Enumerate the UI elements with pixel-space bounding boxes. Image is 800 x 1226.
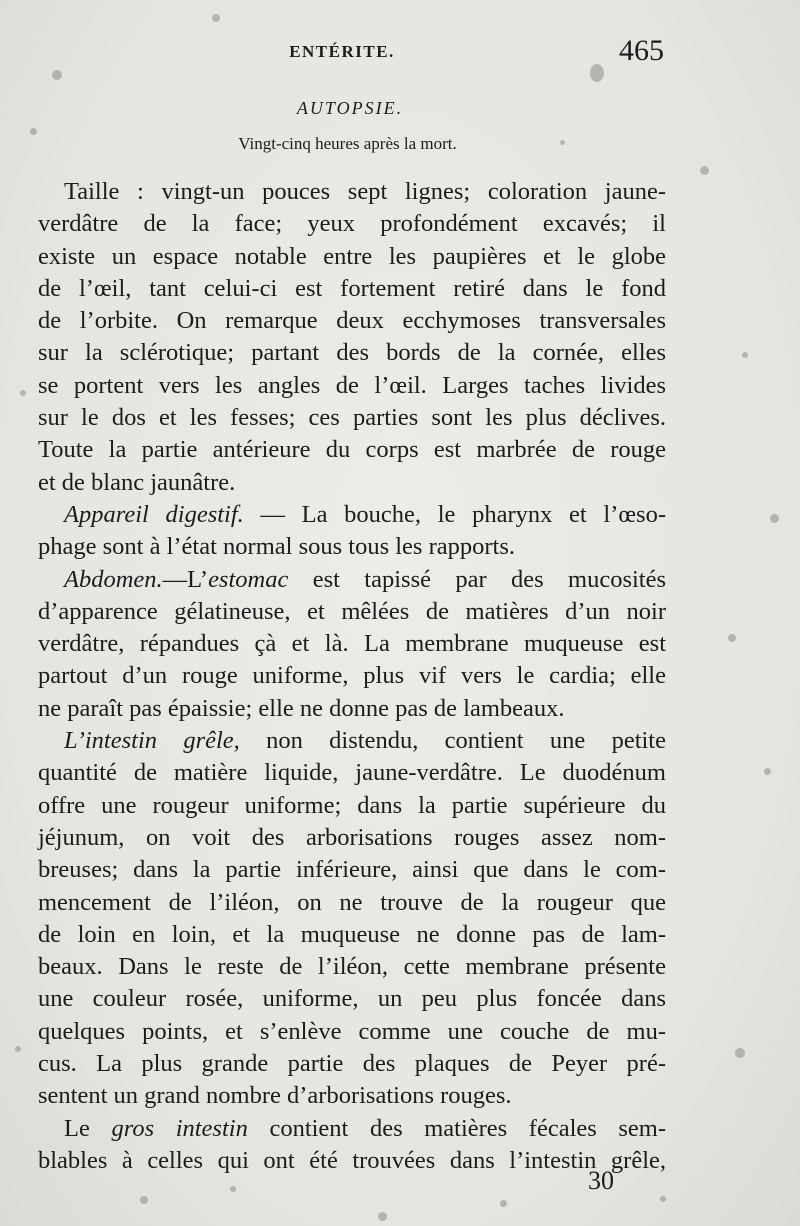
term-gros-intestin: gros intestin (111, 1114, 248, 1142)
text-run: — La bouche, le pharynx et l’œso- (243, 500, 666, 528)
text-line: une couleur rosée, uniforme, un peu plus foncée dans (38, 985, 666, 1013)
page-number: 465 (619, 34, 664, 67)
paragraph-taille (38, 176, 666, 499)
text-line: mencement de l’iléon, on ne trouve de la rougeur que (38, 888, 666, 916)
running-head-title: ENTÉRITE. (289, 42, 395, 61)
text-run: contient des matières fécales sem- (247, 1114, 667, 1142)
text-line: Toute la partie antérieure du corps est marbrée de rouge (38, 436, 666, 464)
text-line: et de blanc jaunâtre. (38, 468, 236, 496)
text-line: existe un espace notable entre les paupières et le globe (38, 242, 666, 270)
paragraph-abdomen (38, 564, 666, 725)
paragraph-gros-intestin (38, 1113, 666, 1178)
text-line (38, 1113, 666, 1145)
text-line: Taille : vingt-un pouces sept lignes; coloration jaune- (64, 178, 666, 205)
text-line: partout d’un rouge uniforme, plus vif vers le cardia; elle (38, 662, 666, 690)
text-line: de l’œil, tant celui-ci est fortement retiré dans le fond (38, 274, 666, 302)
text-line: de l’orbite. On remarque deux ecchymoses transversales (38, 307, 666, 335)
text-line: sur la sclérotique; partant des bords de la cornée, elles (38, 339, 666, 367)
text-line: sentent un grand nombre d’arborisations rouges. (38, 1082, 512, 1110)
text-line: verdâtre de la face; yeux profondément excavés; il (38, 210, 666, 238)
text-line: cus. La plus grande partie des plaques de Peyer pré- (38, 1050, 666, 1078)
term-estomac: estomac (208, 565, 289, 593)
section-title: AUTOPSIE. (296, 98, 404, 118)
paragraph-appareil-digestif (38, 499, 666, 564)
text-line: quelques points, et s’enlève comme une couche de mu- (38, 1017, 666, 1045)
text-line: ne paraît pas épaissie; elle ne donne pas de lambeaux. (38, 694, 565, 722)
text-line: breuses; dans la partie inférieure, ainsi que dans le com- (38, 856, 666, 884)
text-line: beaux. Dans le reste de l’iléon, cette membrane présente (38, 953, 666, 981)
heading-abdomen: Abdomen. (64, 565, 163, 593)
text-line (38, 499, 666, 531)
text-line: verdâtre, répandues çà et là. La membrane muqueuse est (38, 630, 666, 658)
term-intestin-grele: L’intestin grêle, (64, 727, 240, 755)
heading-appareil-digestif: Appareil digestif. (64, 500, 244, 528)
text-line: d’apparence gélatineuse, et mêlées de matières d’un noir (38, 597, 666, 625)
text-line: jéjunum, on voit des arborisations rouges assez nom- (38, 823, 666, 851)
paragraph-intestin-grele (38, 725, 666, 1113)
running-head (0, 34, 800, 70)
text-line (38, 725, 666, 757)
body-text (38, 176, 666, 1177)
text-line: blables à celles qui ont été trouvées dans l’intestin grêle, (38, 1146, 666, 1174)
text-run: Le (64, 1114, 112, 1142)
text-run: est tapissé par des mucosités (288, 565, 666, 593)
text-run: —L’ (162, 565, 209, 593)
text-run: non distendu, contient une petite (239, 727, 666, 755)
text-line (38, 564, 666, 596)
text-line: quantité de matière liquide, jaune-verdâtre. Le duodénum (38, 759, 666, 787)
text-line: de loin en loin, et la muqueuse ne donne pas de lam- (38, 920, 666, 948)
section-subtitle: Vingt-cinq heures après la mort. (238, 134, 457, 153)
text-line: offre une rougeur uniforme; dans la partie supérieure du (38, 791, 666, 819)
text-line: phage sont à l’état normal sous tous les rapports. (38, 533, 515, 561)
text-line: sur le dos et les fesses; ces parties sont les plus déclives. (38, 404, 666, 432)
text-line: se portent vers les angles de l’œil. Larges taches livides (38, 371, 666, 399)
signature-mark: 30 (588, 1166, 614, 1195)
